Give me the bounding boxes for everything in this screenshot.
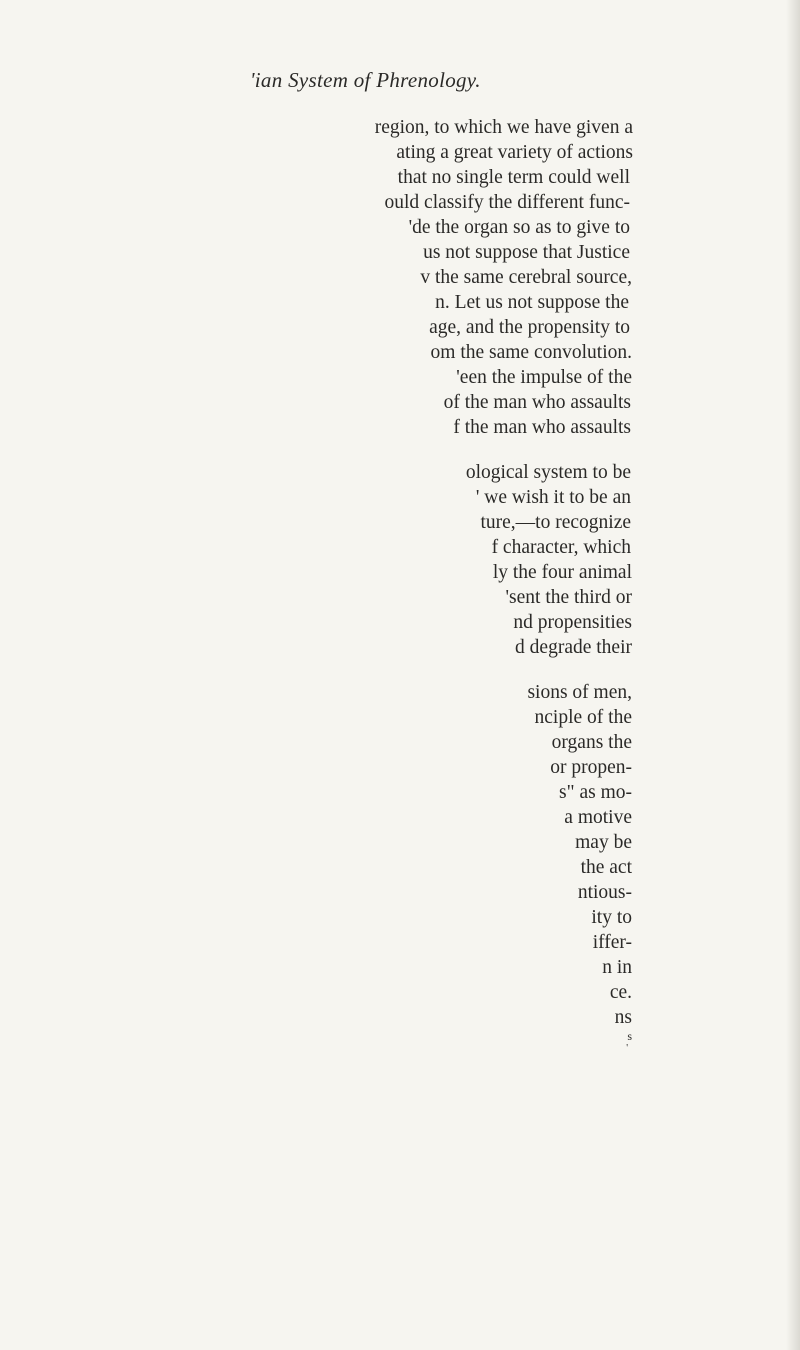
text-line: age, and the propensity to: [429, 317, 630, 338]
text-line: a motive: [564, 807, 632, 828]
text-line: 'een the impulse of the: [456, 367, 632, 388]
text-line: ly the four animal: [492, 562, 632, 583]
text-line: iffer-: [592, 932, 632, 953]
text-line: region, to which we have given a: [374, 117, 633, 138]
text-line: d degrade their: [515, 637, 632, 658]
text-line: ould classify the different func-: [384, 192, 630, 213]
text-line: f character, which: [491, 537, 631, 558]
text-line: ': [626, 1043, 628, 1054]
text-line: ture,—to recognize: [480, 512, 631, 533]
text-line: of the man who assaults: [443, 392, 631, 413]
text-line: us not suppose that Justice: [423, 242, 630, 263]
page-edge: [786, 0, 800, 1350]
text-line: 'de the organ so as to give to: [408, 217, 630, 238]
text-line: the act: [580, 857, 632, 878]
text-line: ns: [614, 1007, 632, 1028]
text-line: nciple of the: [534, 707, 632, 728]
text-line: may be: [575, 832, 632, 853]
text-line: ating a great variety of actions: [396, 142, 633, 163]
running-header: 'ian System of Phrenology.: [250, 68, 481, 92]
text-line: ce.: [609, 982, 632, 1003]
text-line: om the same convolution.: [430, 342, 632, 363]
text-line: v the same cerebral source,: [420, 267, 632, 288]
text-line: that no single term could well: [397, 167, 630, 188]
text-line: n. Let us not suppose the: [435, 292, 629, 313]
text-line: s: [627, 1029, 632, 1043]
text-line: n in: [602, 957, 632, 978]
text-line: 'sent the third or: [505, 587, 632, 608]
text-line: f the man who assaults: [453, 417, 631, 438]
text-line: ity to: [591, 907, 632, 928]
text-line: sions of men,: [527, 682, 632, 703]
text-line: organs the: [551, 732, 632, 753]
text-line: ntious-: [577, 882, 632, 903]
text-line: ' we wish it to be an: [475, 487, 631, 508]
text-line: s" as mo-: [559, 782, 632, 803]
text-line: or propen-: [550, 757, 632, 778]
text-line: ological system to be: [465, 462, 631, 483]
text-line: nd propensities: [513, 612, 632, 633]
